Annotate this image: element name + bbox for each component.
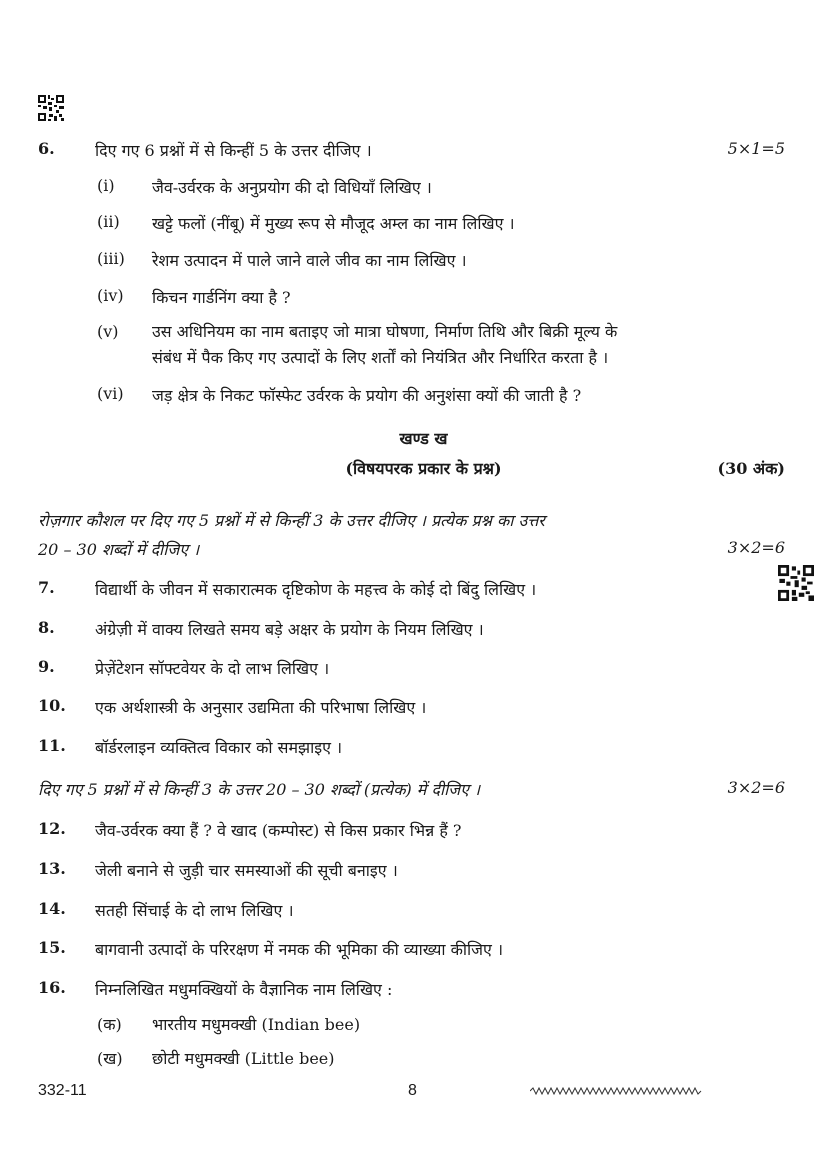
qr-code-side: [778, 565, 814, 601]
question-number-14: 14.: [38, 899, 66, 918]
q6-part-text-line1: उस अधिनियम का नाम बताइए जो मात्रा घोषणा, निर्माण तिथि और बिक्री मूल्य के: [152, 322, 618, 341]
q6-part-text: जड़ क्षेत्र के निकट फॉस्फेट उर्वरक के प्रयोग की अनुशंसा क्यों की जाती है ?: [152, 386, 582, 405]
q6-part-label: (iv): [97, 286, 124, 305]
instruction2-marks: 3×2=6: [727, 778, 785, 797]
instruction1-marks: 3×2=6: [727, 538, 785, 557]
question-text-7: विद्यार्थी के जीवन में सकारात्मक दृष्टिकोण के महत्त्व के कोई दो बिंदु लिखिए ।: [95, 580, 537, 599]
question-text-16: निम्नलिखित मधुमक्खियों के वैज्ञानिक नाम लिखिए :: [95, 980, 393, 999]
q16-part-label: (क): [97, 1015, 122, 1034]
q6-part-label: (iii): [97, 249, 125, 268]
question-text-10: एक अर्थशास्त्री के अनुसार उद्यमिता की परिभाषा लिखिए ।: [95, 698, 427, 717]
question-text-12: जैव-उर्वरक क्या हैं ? वे खाद (कम्पोस्ट) से किस प्रकार भिन्न हैं ?: [95, 821, 462, 840]
question-text-11: बॉर्डरलाइन व्यक्तित्व विकार को समझाइए ।: [95, 738, 343, 757]
page-number: 8: [408, 1082, 417, 1099]
section-marks: (30 अंक): [717, 459, 785, 478]
question-number-7: 7.: [38, 578, 55, 597]
instruction-line1: रोज़गार कौशल पर दिए गए 5 प्रश्नों में से किन्हीं 3 के उत्तर दीजिए । प्रत्येक प्रश्न का उत्तर: [38, 511, 545, 530]
question-number-12: 12.: [38, 819, 66, 838]
question-text-13: जेली बनाने से जुड़ी चार समस्याओं की सूची बनाइए ।: [95, 861, 398, 880]
question-text-15: बागवानी उत्पादों के परिरक्षण में नमक की भूमिका की व्याख्या कीजिए ।: [95, 940, 504, 959]
q6-part-text-line2: संबंध में पैक किए गए उत्पादों के लिए शर्तों को नियंत्रित और निर्धारित करता है ।: [152, 348, 609, 367]
question-number-6: 6.: [38, 139, 55, 158]
q6-part-label: (v): [97, 322, 119, 341]
question-number-9: 9.: [38, 657, 55, 676]
question-text-8: अंग्रेज़ी में वाक्य लिखते समय बड़े अक्षर के प्रयोग के नियम लिखिए ।: [95, 620, 484, 639]
q6-marks: 5×1=5: [727, 139, 785, 158]
q6-part-text: रेशम उत्पादन में पाले जाने वाले जीव का नाम लिखिए ।: [152, 251, 467, 270]
section-title: खण्ड ख: [399, 429, 448, 448]
section-subtitle: (विषयपरक प्रकार के प्रश्न): [345, 459, 502, 478]
question-number-11: 11.: [38, 736, 66, 755]
instruction-line2: 20 – 30 शब्दों में दीजिए ।: [38, 540, 200, 559]
q16-part-text: छोटी मधुमक्खी (Little bee): [152, 1049, 335, 1068]
question-text-6: दिए गए 6 प्रश्नों में से किन्हीं 5 के उत्तर दीजिए ।: [95, 141, 372, 160]
q6-part-text: जैव-उर्वरक के अनुप्रयोग की दो विधियाँ लिखिए ।: [152, 178, 432, 197]
q6-part-label: (i): [97, 176, 115, 195]
question-number-10: 10.: [38, 696, 66, 715]
question-number-13: 13.: [38, 859, 66, 878]
q6-part-label: (ii): [97, 212, 120, 231]
q16-part-text: भारतीय मधुमक्खी (Indian bee): [152, 1015, 361, 1034]
question-text-14: सतही सिंचाई के दो लाभ लिखिए ।: [95, 901, 294, 920]
qr-code-top: [38, 95, 64, 121]
question-number-8: 8.: [38, 618, 55, 637]
question-text-9: प्रेज़ेंटेशन सॉफ्टवेयर के दो लाभ लिखिए ।: [95, 659, 330, 678]
q6-part-text: किचन गार्डनिंग क्या है ?: [152, 288, 291, 307]
question-number-16: 16.: [38, 978, 66, 997]
paper-code: 332-11: [38, 1082, 87, 1099]
q16-part-label: (ख): [97, 1049, 123, 1068]
question-number-15: 15.: [38, 938, 66, 957]
q6-part-label: (vi): [97, 384, 124, 403]
q6-part-text: खट्टे फलों (नींबू) में मुख्य रूप से मौजूद अम्ल का नाम लिखिए ।: [152, 214, 515, 233]
wavy-line-decoration: [530, 1086, 702, 1096]
instruction2-text: दिए गए 5 प्रश्नों में से किन्हीं 3 के उत्तर 20 – 30 शब्दों (प्रत्येक) में दीजिए ।: [38, 780, 481, 799]
